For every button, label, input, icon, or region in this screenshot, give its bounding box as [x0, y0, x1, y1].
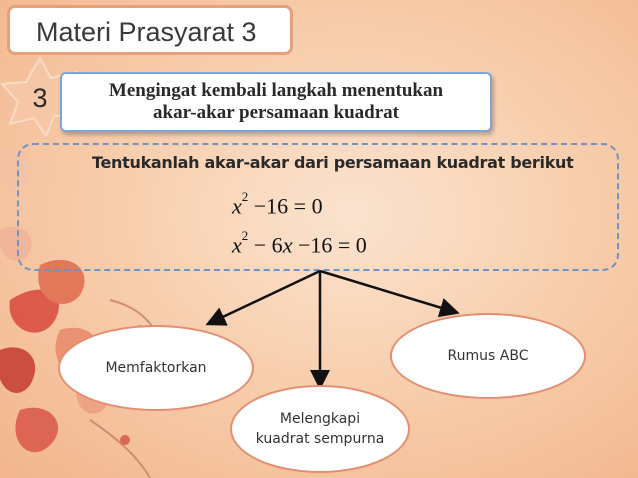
method-oval-faktorkan	[58, 325, 254, 411]
subtitle-line-1: Mengingat kembali langkah menentukan	[108, 80, 444, 101]
method-oval-kuadrat-sempurna	[230, 385, 410, 473]
method-label-melengkapi: Melengkapi	[279, 411, 361, 427]
method-label-kuadrat-sempurna: kuadrat sempurna	[255, 431, 385, 447]
equation-2-variable: x	[232, 232, 242, 258]
equation-2-part2: −16 = 0	[292, 232, 367, 258]
method-oval-rumus-abc	[390, 313, 586, 399]
method-label-faktorkan: Memfaktorkan	[105, 360, 207, 376]
equation-1-variable: x	[232, 193, 242, 219]
subtitle-line-2: akar-akar persamaan kuadrat	[153, 102, 399, 123]
equation-2-variable-2: x	[282, 232, 293, 258]
equation-1-rest: −16 = 0	[248, 193, 323, 219]
equation-2-part1: − 6	[248, 232, 283, 258]
instruction-text: Tentukanlah akar-akar dari persamaan kuadrat berikut	[92, 153, 574, 172]
slide-title: Materi Prasyarat 3	[36, 17, 257, 47]
badge-number: 3	[32, 83, 48, 113]
arrow-right	[320, 271, 455, 312]
equation-2-exponent: 2	[241, 228, 249, 243]
method-label-rumus-abc: Rumus ABC	[447, 348, 529, 364]
equation-1-exponent: 2	[241, 189, 249, 204]
arrow-left	[210, 271, 320, 323]
